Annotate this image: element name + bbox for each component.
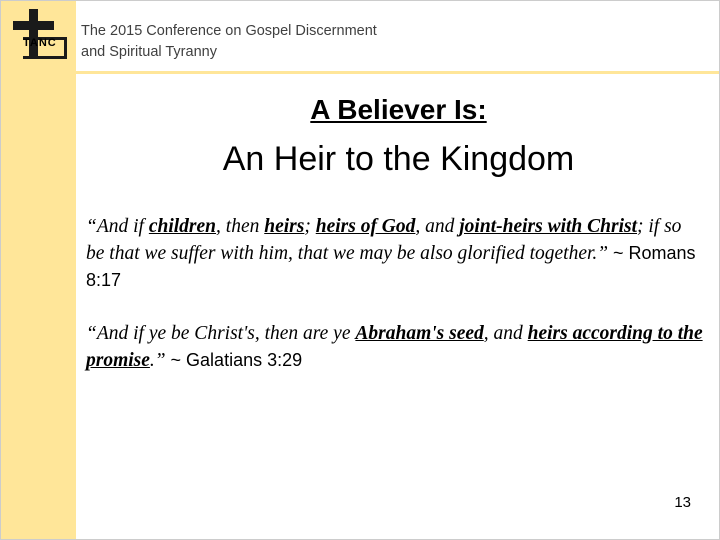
verse-text: ; if so be that we suffer with him, that we may be also glorified together.”: [86, 216, 682, 264]
conference-title: [81, 21, 641, 63]
left-accent-band: [1, 1, 76, 540]
page-number: 13: [674, 494, 691, 511]
verse-reference: ~ Romans 8:17: [86, 243, 696, 290]
slide-title-line1-wrap: [76, 94, 720, 126]
verse-emphasis: Abraham's seed: [355, 323, 484, 344]
logo-wordmark: TANC: [23, 37, 57, 49]
verse-emphasis: heirs according to the promise: [86, 323, 703, 371]
verse-text: , and: [415, 216, 460, 237]
verse-open-text: “And if: [86, 216, 149, 237]
verse-reference: ~ Galatians 3:29: [170, 350, 303, 370]
verse-text: , and: [483, 323, 528, 344]
verse-list: [76, 213, 720, 374]
verse-text: , then: [216, 216, 265, 237]
cross-icon: [9, 7, 69, 63]
verse-text: ;: [304, 216, 316, 237]
verse-item: [86, 213, 703, 294]
slide-title-line1: A Believer Is:: [310, 94, 487, 125]
verse-item: [86, 320, 703, 374]
verse-emphasis: heirs: [264, 216, 305, 237]
slide-title-block: [76, 94, 720, 179]
conference-title-line1: The 2015 Conference on Gospel Discernment: [81, 23, 377, 39]
verse-emphasis: heirs of God: [315, 216, 416, 237]
conference-title-line2: and Spiritual Tyranny: [81, 44, 217, 60]
slide-header: [1, 1, 720, 71]
slide-content: [76, 74, 720, 540]
verse-emphasis: children: [148, 216, 217, 237]
slide-title-line2: An Heir to the Kingdom: [222, 140, 575, 178]
verse-text: .”: [149, 350, 171, 371]
verse-open-text: “And if ye be Christ's, then are ye: [86, 323, 356, 344]
verse-emphasis: joint-heirs with Christ: [459, 216, 638, 237]
